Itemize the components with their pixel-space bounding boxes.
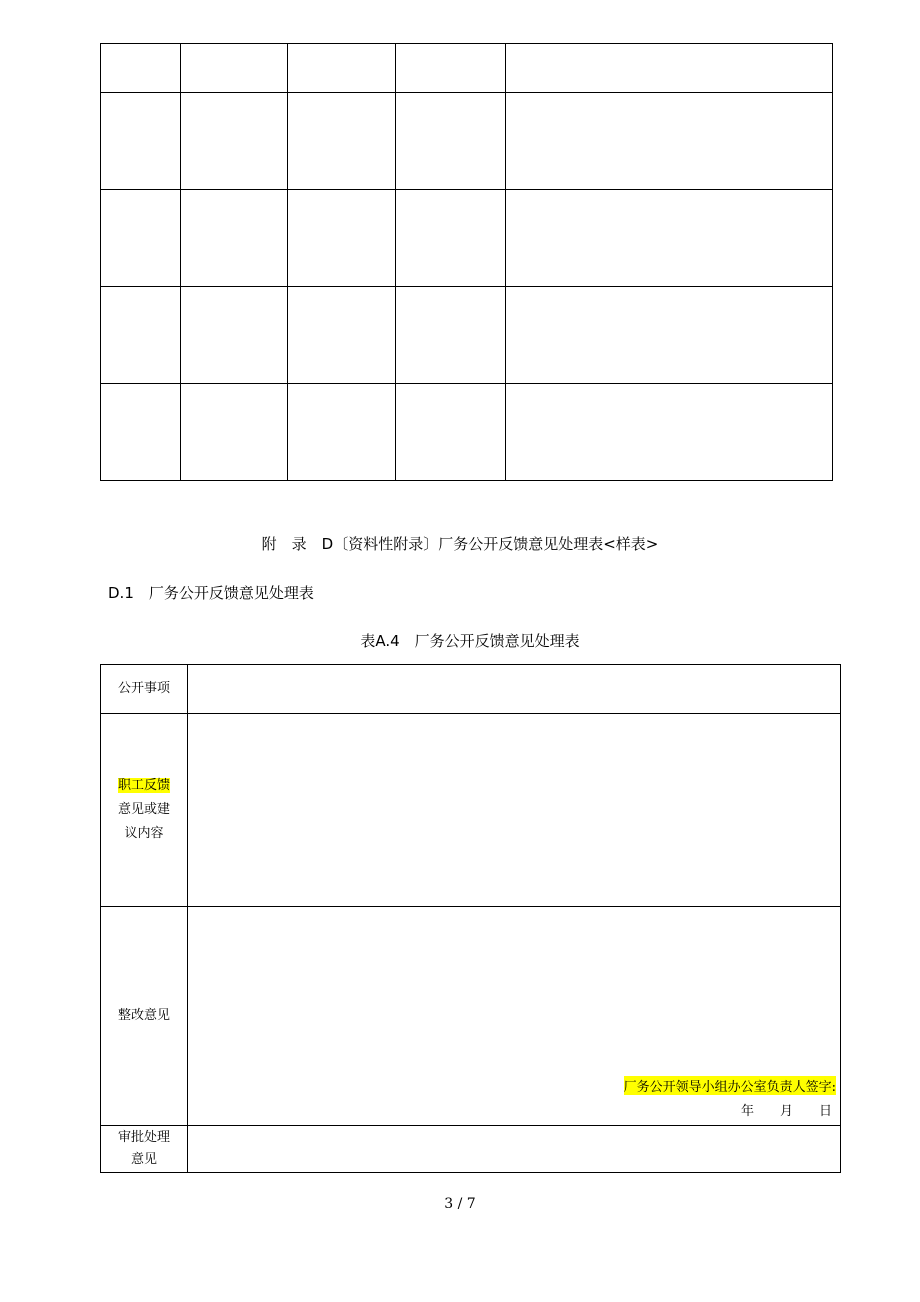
table-cell: [101, 44, 181, 93]
feedback-label: [101, 714, 188, 907]
page-number: 3 / 7: [444, 1196, 476, 1212]
table-cell: [288, 44, 396, 93]
table-cell: [506, 44, 833, 93]
table-cell: [506, 93, 833, 190]
table-cell: [101, 93, 181, 190]
table-row: [101, 287, 833, 384]
signature-label: 厂务公开领导小组办公室负责人签字:: [624, 1076, 836, 1095]
table-cell: [288, 287, 396, 384]
table-cell: [101, 384, 181, 481]
approval-label-line-1: 审批处理: [117, 1130, 170, 1145]
feedback-value-cell[interactable]: [188, 714, 841, 907]
date-line: 年 月 日: [740, 1104, 832, 1119]
feedback-label-line-2: 意见或建: [117, 802, 170, 817]
table-row: [101, 190, 833, 287]
table-cell: [181, 384, 288, 481]
table-row: [101, 384, 833, 481]
form-row-approval: [101, 1126, 841, 1173]
table-cell: [506, 384, 833, 481]
table-cell: [506, 287, 833, 384]
item-label: 公开事项: [101, 665, 188, 714]
table-cell: [288, 190, 396, 287]
table-row: [101, 44, 833, 93]
approval-value-cell[interactable]: [188, 1126, 841, 1173]
table-cell: [396, 44, 506, 93]
table-cell: [288, 93, 396, 190]
form-row-rectify: [101, 907, 841, 1126]
table-cell: [506, 190, 833, 287]
item-value-cell[interactable]: [188, 665, 841, 714]
section-title: D.1 厂务公开反馈意见处理表: [108, 584, 314, 602]
form-row-item: [101, 665, 841, 714]
appendix-title: 附 录 D〔资料性附录〕厂务公开反馈意见处理表<样表>: [261, 535, 659, 553]
approval-label-line-2: 意见: [130, 1152, 157, 1167]
form-row-feedback: [101, 714, 841, 907]
feedback-label-highlight: 职工反馈: [117, 778, 170, 793]
table-cell: [181, 190, 288, 287]
table-cell: [101, 287, 181, 384]
feedback-label-line-3: 议内容: [124, 826, 164, 841]
table-caption: 表A.4 厂务公开反馈意见处理表: [360, 632, 580, 650]
table-cell: [181, 44, 288, 93]
blank-record-table: [100, 43, 833, 481]
rectify-value-cell[interactable]: [188, 907, 841, 1126]
table-cell: [101, 190, 181, 287]
table-cell: [396, 384, 506, 481]
table-cell: [181, 93, 288, 190]
feedback-form-table: [100, 664, 841, 1173]
table-row: [101, 93, 833, 190]
rectify-label: 整改意见: [101, 907, 188, 1126]
table-cell: [396, 287, 506, 384]
table-cell: [396, 93, 506, 190]
table-cell: [288, 384, 396, 481]
approval-label: [101, 1126, 188, 1173]
table-cell: [181, 287, 288, 384]
table-cell: [396, 190, 506, 287]
